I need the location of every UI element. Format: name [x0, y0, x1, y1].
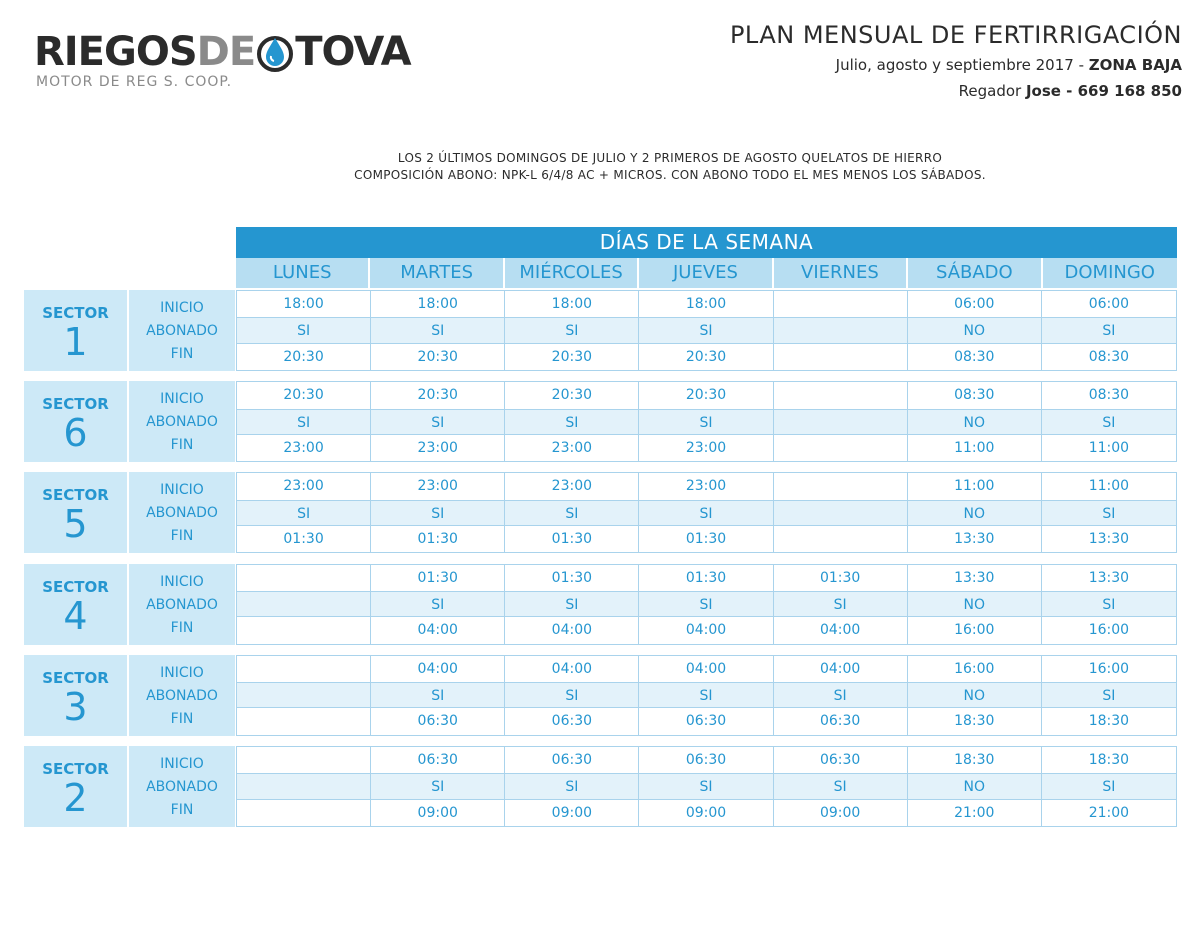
table-cell	[774, 501, 908, 525]
table-cell: SI	[639, 592, 773, 616]
table-cell: SI	[371, 410, 505, 434]
table-cell: 13:30	[908, 526, 1042, 552]
sector-block	[24, 655, 1177, 736]
table-cell	[237, 683, 371, 707]
table-cell: SI	[237, 410, 371, 434]
table-cell: 18:00	[237, 291, 371, 317]
table-cell: 04:00	[639, 617, 773, 643]
notes	[300, 150, 1040, 184]
table-cell: SI	[505, 774, 639, 798]
regador-label: Regador	[958, 82, 1026, 100]
table-cell: NO	[908, 410, 1042, 434]
sector-number: 6	[63, 411, 88, 456]
table-cell: 23:00	[639, 435, 773, 461]
abonado-label: ABONADO	[146, 414, 218, 431]
table-cell: 09:00	[505, 800, 639, 826]
fin-label: FIN	[170, 528, 194, 545]
table-cell	[774, 526, 908, 552]
row-labels	[129, 655, 235, 736]
table-cell	[774, 382, 908, 408]
table-cell: 08:30	[908, 344, 1042, 370]
inicio-label: INICIO	[160, 391, 204, 408]
table-cell: 01:30	[505, 526, 639, 552]
sector-label	[24, 655, 127, 736]
table-cell: SI	[1102, 414, 1116, 431]
table-cell: 01:30	[505, 565, 639, 591]
table-cell: 21:00	[908, 800, 1042, 826]
table-cell	[774, 318, 908, 342]
inicio-label: INICIO	[160, 482, 204, 499]
table-row-fin	[237, 708, 1176, 734]
table-row-abonado	[237, 591, 1176, 617]
table-cell	[237, 800, 371, 826]
table-cell	[237, 565, 371, 591]
logo-riegos-text: RIEGOS	[34, 29, 197, 75]
table-cell: SI	[639, 774, 773, 798]
sector-label	[24, 381, 127, 462]
table-row-abonado	[237, 682, 1176, 708]
table-cell: SI	[639, 683, 773, 707]
regador-line	[730, 78, 1182, 104]
period-line	[730, 52, 1182, 78]
note-line-2: COMPOSICIÓN ABONO: NPK-L 6/4/8 AC + MICROS. CON ABONO TODO EL MES MENOS LOS SÁBADOS.	[354, 168, 986, 182]
schedule-grid	[236, 655, 1177, 736]
table-row-inicio	[237, 656, 1176, 682]
table-cell	[237, 747, 371, 773]
table-row-fin	[237, 435, 1176, 461]
row-labels	[129, 564, 235, 645]
table-cell: 18:30	[908, 747, 1042, 773]
table-cell	[237, 774, 371, 798]
schedule-grid	[236, 381, 1177, 462]
table-row-abonado	[237, 409, 1176, 435]
logo-de-text: DE	[196, 29, 256, 75]
table-cell: SI	[505, 501, 639, 525]
table-row-fin	[237, 800, 1176, 826]
table-cell: SI	[505, 410, 639, 434]
table-cell: 23:00	[505, 435, 639, 461]
table-cell: 04:00	[774, 617, 908, 643]
table-cell: 09:00	[371, 800, 505, 826]
table-cell	[774, 435, 908, 461]
sector-number: 4	[63, 593, 88, 638]
table-row-inicio	[237, 565, 1176, 591]
table-cell: 04:00	[371, 656, 505, 682]
day-header-sabado: SÁBADO	[908, 258, 1042, 288]
table-row-abonado	[237, 317, 1176, 343]
row-labels	[129, 472, 235, 553]
table-cell: 08:30	[1088, 387, 1130, 404]
table-cell: 18:30	[908, 708, 1042, 734]
period-text: Julio, agosto y septiembre 2017 -	[835, 56, 1089, 74]
table-cell: 18:30	[1088, 713, 1130, 730]
table-cell: 20:30	[237, 344, 371, 370]
table-cell	[237, 592, 371, 616]
day-header-lunes: LUNES	[236, 258, 370, 288]
table-cell: 08:30	[908, 382, 1042, 408]
table-cell: 09:00	[639, 800, 773, 826]
table-cell: 23:00	[639, 473, 773, 499]
fin-label: FIN	[170, 802, 194, 818]
table-cell: 04:00	[774, 656, 908, 682]
logo-wordmark	[34, 30, 411, 74]
table-cell: 01:30	[371, 526, 505, 552]
sector-word: SECTOR	[42, 304, 109, 322]
table-row-inicio	[237, 291, 1176, 317]
abonado-label: ABONADO	[146, 687, 218, 704]
schedule-grid	[236, 564, 1177, 645]
table-cell: 06:30	[371, 747, 505, 773]
table-cell: 06:30	[639, 747, 773, 773]
page-title: PLAN MENSUAL DE FERTIRRIGACIÓN	[729, 21, 1182, 49]
table-cell: 18:00	[371, 291, 505, 317]
day-header-viernes: VIERNES	[774, 258, 908, 288]
table-cell: 16:00	[908, 617, 1042, 643]
day-header-jueves: JUEVES	[639, 258, 773, 288]
table-cell	[774, 344, 908, 370]
table-cell: 20:30	[505, 344, 639, 370]
table-cell: 08:30	[1088, 348, 1130, 365]
table-cell: 04:00	[505, 656, 639, 682]
sector-block	[24, 381, 1177, 462]
table-cell: 18:00	[639, 291, 773, 317]
table-cell: 18:30	[1088, 752, 1130, 768]
table-cell: 04:00	[505, 617, 639, 643]
day-header-row	[236, 258, 1177, 288]
table-cell: NO	[908, 592, 1042, 616]
sector-number: 2	[63, 776, 88, 820]
table-cell: 01:30	[774, 565, 908, 591]
table-cell: 11:00	[908, 473, 1042, 499]
table-row-inicio	[237, 747, 1176, 773]
sector-label	[24, 564, 127, 645]
table-cell: 06:30	[505, 747, 639, 773]
sector-word: SECTOR	[42, 760, 109, 778]
table-cell: SI	[505, 592, 639, 616]
table-row-fin	[237, 344, 1176, 370]
row-labels	[129, 290, 235, 371]
table-cell: NO	[908, 318, 1042, 342]
sector-number: 3	[63, 684, 88, 729]
table-cell: SI	[1102, 688, 1116, 705]
sector-word: SECTOR	[42, 668, 109, 687]
note-line-1: LOS 2 ÚLTIMOS DOMINGOS DE JULIO Y 2 PRIMEROS DE AGOSTO QUELATOS DE HIERRO	[397, 151, 943, 165]
table-cell: SI	[1102, 779, 1116, 796]
table-cell: SI	[1102, 596, 1116, 613]
fin-label: FIN	[170, 619, 194, 636]
sector-word: SECTOR	[42, 486, 109, 505]
table-cell: 13:30	[1088, 569, 1130, 586]
table-cell: 09:00	[774, 800, 908, 826]
table-row-inicio	[237, 473, 1176, 499]
table-cell: 11:00	[1088, 478, 1130, 495]
table-cell: SI	[774, 592, 908, 616]
document-header	[730, 18, 1182, 104]
table-cell	[237, 617, 371, 643]
sector-label	[24, 290, 127, 371]
fin-label: FIN	[170, 437, 194, 454]
row-labels	[129, 746, 235, 827]
table-cell: SI	[371, 501, 505, 525]
table-cell: 13:30	[908, 565, 1042, 591]
table-cell: 20:30	[371, 382, 505, 408]
table-cell: 01:30	[371, 565, 505, 591]
table-row-fin	[237, 617, 1176, 643]
sector-label	[24, 472, 127, 553]
logo-tova-text: TOVA	[295, 29, 411, 75]
table-cell: SI	[237, 501, 371, 525]
table-row-abonado	[237, 773, 1176, 799]
day-header-miercoles: MIÉRCOLES	[505, 258, 639, 288]
table-cell: SI	[774, 683, 908, 707]
table-cell: 04:00	[371, 617, 505, 643]
schedule-grid	[236, 290, 1177, 371]
abonado-label: ABONADO	[146, 779, 218, 795]
table-cell: NO	[908, 501, 1042, 525]
table-cell: 20:30	[505, 382, 639, 408]
zone-text: ZONA BAJA	[1088, 56, 1182, 74]
table-cell: SI	[1102, 323, 1116, 340]
row-labels	[129, 381, 235, 462]
table-cell: 23:00	[505, 473, 639, 499]
sector-word: SECTOR	[42, 395, 109, 414]
table-cell: 06:00	[908, 291, 1042, 317]
table-cell: 21:00	[1088, 804, 1130, 821]
water-drop-icon	[255, 30, 295, 74]
table-cell: SI	[639, 410, 773, 434]
table-cell: 23:00	[371, 473, 505, 499]
table-cell: SI	[774, 774, 908, 798]
table-cell: 20:30	[371, 344, 505, 370]
table-cell: 20:30	[237, 382, 371, 408]
sector-block	[24, 564, 1177, 645]
fin-label: FIN	[170, 710, 194, 727]
regador-contact: Jose - 669 168 850	[1025, 82, 1182, 100]
inicio-label: INICIO	[160, 300, 204, 316]
abonado-label: ABONADO	[146, 596, 218, 613]
table-cell: 13:30	[1088, 531, 1130, 548]
table-cell: 04:00	[639, 656, 773, 682]
sector-label	[24, 746, 127, 827]
table-cell: 16:00	[1088, 660, 1130, 677]
sector-word: SECTOR	[42, 577, 109, 596]
table-cell: 01:30	[639, 526, 773, 552]
sector-number: 5	[63, 502, 88, 547]
table-cell	[774, 291, 908, 317]
table-cell: 16:00	[908, 656, 1042, 682]
table-cell	[237, 656, 371, 682]
table-cell: SI	[1102, 505, 1116, 522]
table-cell: 06:00	[1088, 296, 1130, 312]
table-cell: SI	[505, 683, 639, 707]
table-cell: SI	[371, 774, 505, 798]
table-cell: NO	[908, 683, 1042, 707]
inicio-label: INICIO	[160, 664, 204, 681]
abonado-label: ABONADO	[146, 323, 218, 339]
table-cell: 16:00	[1088, 622, 1130, 639]
table-cell	[774, 410, 908, 434]
table-cell	[774, 473, 908, 499]
table-cell: SI	[371, 592, 505, 616]
company-logo	[34, 30, 424, 100]
sector-block	[24, 472, 1177, 553]
week-header: DÍAS DE LA SEMANA	[236, 227, 1177, 258]
table-cell: SI	[505, 318, 639, 342]
table-cell: 06:30	[774, 747, 908, 773]
table-cell: 01:30	[237, 526, 371, 552]
table-cell: SI	[371, 318, 505, 342]
table-cell: 18:00	[505, 291, 639, 317]
abonado-label: ABONADO	[146, 505, 218, 522]
table-cell: NO	[908, 774, 1042, 798]
table-cell: 11:00	[1088, 439, 1130, 456]
day-header-martes: MARTES	[370, 258, 504, 288]
table-cell: 23:00	[371, 435, 505, 461]
inicio-label: INICIO	[160, 573, 204, 590]
table-cell: 20:30	[639, 344, 773, 370]
table-cell: SI	[371, 683, 505, 707]
table-cell: 20:30	[639, 382, 773, 408]
table-cell: SI	[639, 501, 773, 525]
schedule-grid	[236, 472, 1177, 553]
table-cell: SI	[237, 318, 371, 342]
schedule-grid	[236, 746, 1177, 827]
day-header-domingo: DOMINGO	[1043, 258, 1177, 288]
sector-block	[24, 746, 1177, 827]
table-cell: SI	[639, 318, 773, 342]
table-cell: 06:30	[639, 708, 773, 734]
fin-label: FIN	[170, 346, 194, 362]
table-cell: 23:00	[237, 473, 371, 499]
table-cell	[237, 708, 371, 734]
logo-subtitle: MOTOR DE REG S. COOP.	[36, 74, 233, 90]
table-cell: 11:00	[908, 435, 1042, 461]
inicio-label: INICIO	[160, 756, 204, 772]
sector-block	[24, 290, 1177, 371]
table-cell: 06:30	[505, 708, 639, 734]
table-cell: 01:30	[639, 565, 773, 591]
table-row-inicio	[237, 382, 1176, 408]
table-row-fin	[237, 526, 1176, 552]
table-cell: 06:30	[371, 708, 505, 734]
table-cell: 06:30	[774, 708, 908, 734]
table-cell: 23:00	[237, 435, 371, 461]
table-row-abonado	[237, 500, 1176, 526]
sector-number: 1	[63, 320, 88, 364]
